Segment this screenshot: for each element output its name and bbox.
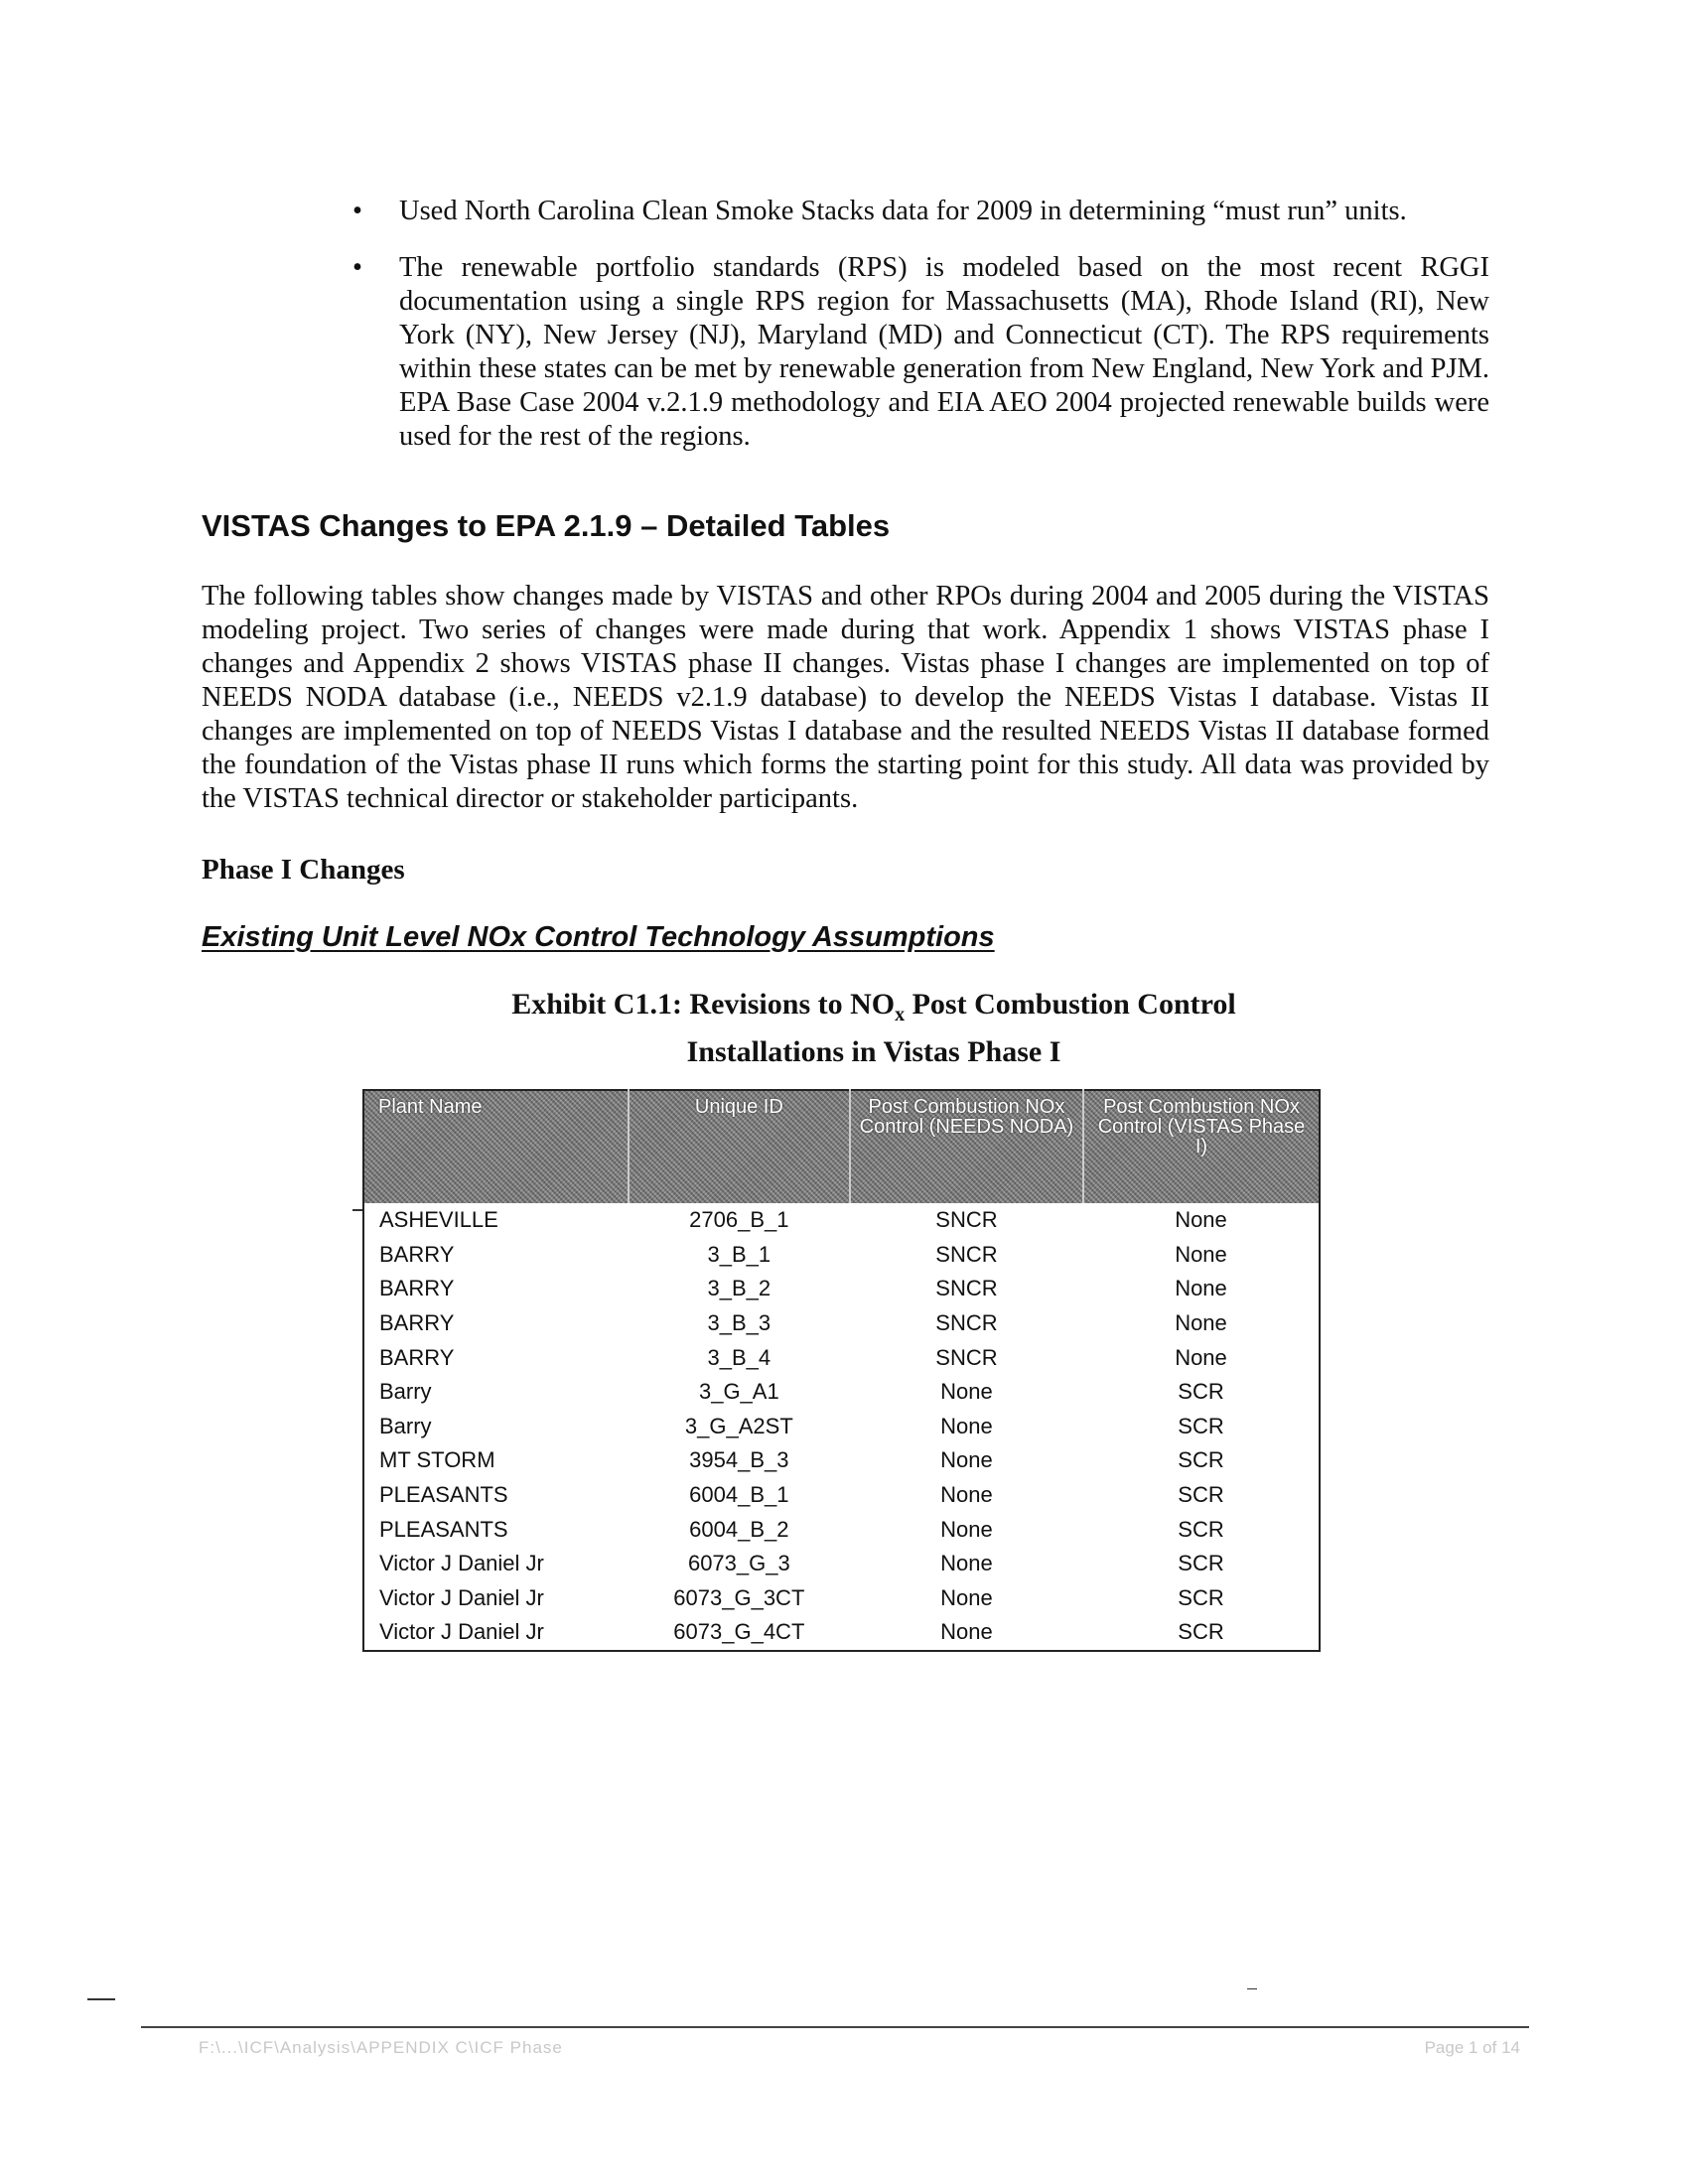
- cell-needs-noda: None: [940, 1379, 993, 1405]
- cell-vistas-phase-i: SCR: [1178, 1447, 1224, 1473]
- cell-unique-id: 3_B_4: [707, 1344, 772, 1370]
- cell-plant-name: Victor J Daniel Jr: [379, 1551, 544, 1576]
- table-row: [363, 1375, 1320, 1410]
- cell-needs-noda: None: [940, 1584, 993, 1610]
- cell-vistas-phase-i: None: [1175, 1241, 1227, 1267]
- cell-vistas-phase-i: SCR: [1178, 1413, 1224, 1438]
- cell-needs-noda: SNCR: [935, 1276, 998, 1301]
- cell-needs-noda: SNCR: [935, 1344, 998, 1370]
- table-row: [363, 1443, 1320, 1478]
- cell-needs-noda: SNCR: [935, 1241, 998, 1267]
- exhibit-title-subscript: x: [895, 1004, 906, 1025]
- exhibit-table: [362, 1089, 1321, 1652]
- cell-plant-name: BARRY: [379, 1344, 455, 1370]
- cell-unique-id: 3_G_A2ST: [684, 1413, 793, 1438]
- intro-paragraph: The following tables show changes made by VISTAS and other RPOs during 2004 and 2005 during the VISTAS modeling project. Two series of changes were made during that work. Appendix 1 shows VISTAS phase I changes and Appendix 2 shows VISTAS phase II changes. Vistas phase I changes are implemented on top of NEEDS NODA database (i.e., NEEDS v2.1.9 database) to develop the NEEDS Vistas I database. Vistas II changes are implemented on top of NEEDS Vistas I database and the resulted NEEDS Vistas II database formed the foundation of the Vistas phase II runs which forms the starting point for this study. All data was provided by the VISTAS technical director or stakeholder participants.: [202, 581, 1489, 814]
- cell-plant-name: Barry: [379, 1413, 432, 1438]
- cell-unique-id: 3954_B_3: [689, 1447, 789, 1473]
- bullet-item: [348, 195, 1489, 228]
- cell-unique-id: 3_B_1: [707, 1241, 772, 1267]
- footer-file-path: F:\...\ICF\Analysis\APPENDIX C\ICF Phase: [199, 2038, 563, 2057]
- cell-vistas-phase-i: SCR: [1178, 1482, 1224, 1508]
- cell-vistas-phase-i: SCR: [1178, 1516, 1224, 1542]
- cell-needs-noda: None: [940, 1551, 993, 1576]
- footer-page-number: Page 1 of 14: [1424, 2038, 1520, 2057]
- cell-plant-name: BARRY: [379, 1310, 455, 1336]
- cell-unique-id: 3_B_3: [707, 1310, 772, 1336]
- cell-needs-noda: None: [940, 1447, 993, 1473]
- header-plant-name: Plant Name: [363, 1090, 629, 1203]
- header-needs-noda: Post Combustion NOx Control (NEEDS NODA): [850, 1090, 1083, 1203]
- scan-mark: [87, 1998, 115, 2000]
- exhibit-title-part2: Post Combustion Control: [905, 988, 1236, 1021]
- phase-heading: Phase I Changes: [202, 854, 405, 886]
- exhibit-title: [377, 986, 1370, 1071]
- cell-plant-name: BARRY: [379, 1276, 455, 1301]
- table-row: [363, 1581, 1320, 1616]
- cell-plant-name: MT STORM: [379, 1447, 495, 1473]
- exhibit-title-part1: Exhibit C1.1: Revisions to NO: [511, 988, 896, 1021]
- table-row: [363, 1340, 1320, 1375]
- cell-vistas-phase-i: None: [1175, 1310, 1227, 1336]
- bullet-item: [348, 251, 1489, 454]
- cell-vistas-phase-i: None: [1175, 1344, 1227, 1370]
- bullet-dot: •: [352, 196, 362, 226]
- table-row: [363, 1203, 1320, 1238]
- cell-vistas-phase-i: SCR: [1178, 1584, 1224, 1610]
- cell-plant-name: BARRY: [379, 1241, 455, 1267]
- bullet-text: The renewable portfolio standards (RPS) is modeled based on the most recent RGGI documentation using a single RPS region for Massachusetts (MA), Rhode Island (RI), New York (NY), New Jersey (NJ), Maryland (MD) and Connecticut (CT). The RPS requirements within these states can be met by renewable generation from New England, New York and PJM. EPA Base Case 2004 v.2.1.9 methodology and EIA AEO 2004 projected renewable builds were used for the rest of the regions.: [399, 252, 1489, 452]
- cell-plant-name: ASHEVILLE: [379, 1207, 498, 1233]
- bullet-dot: •: [352, 252, 362, 283]
- header-unique-id: Unique ID: [629, 1090, 850, 1203]
- table-row: [363, 1547, 1320, 1581]
- cell-unique-id: 6073_G_3CT: [673, 1584, 805, 1610]
- cell-vistas-phase-i: None: [1175, 1276, 1227, 1301]
- cell-unique-id: 6073_G_4CT: [673, 1619, 805, 1645]
- cell-plant-name: PLEASANTS: [379, 1516, 508, 1542]
- cell-unique-id: 3_G_A1: [698, 1379, 779, 1405]
- table-row: [363, 1306, 1320, 1341]
- header-vistas-phase-i: Post Combustion NOx Control (VISTAS Phase I): [1083, 1090, 1320, 1203]
- table-header-row: [363, 1090, 1320, 1203]
- exhibit-title-line1: [377, 986, 1370, 1033]
- table-body: [363, 1203, 1320, 1651]
- cell-needs-noda: None: [940, 1516, 993, 1542]
- cell-unique-id: 3_B_2: [707, 1276, 772, 1301]
- table-row: [363, 1238, 1320, 1273]
- cell-unique-id: 6004_B_1: [689, 1482, 789, 1508]
- cell-plant-name: Victor J Daniel Jr: [379, 1619, 544, 1645]
- cell-plant-name: Barry: [379, 1379, 432, 1405]
- table-row: [363, 1410, 1320, 1444]
- table-row: [363, 1272, 1320, 1306]
- subheading: Existing Unit Level NOx Control Technology Assumptions: [202, 921, 995, 953]
- cell-needs-noda: None: [940, 1619, 993, 1645]
- cell-plant-name: PLEASANTS: [379, 1482, 508, 1508]
- scan-mark: [352, 1209, 362, 1211]
- scan-mark: [1247, 1988, 1257, 1989]
- cell-vistas-phase-i: SCR: [1178, 1379, 1224, 1405]
- cell-needs-noda: SNCR: [935, 1310, 998, 1336]
- table-row: [363, 1615, 1320, 1651]
- cell-vistas-phase-i: SCR: [1178, 1551, 1224, 1576]
- bullet-text: Used North Carolina Clean Smoke Stacks data for 2009 in determining “must run” units.: [399, 196, 1407, 226]
- table-row: [363, 1512, 1320, 1547]
- cell-needs-noda: None: [940, 1482, 993, 1508]
- section-heading: VISTAS Changes to EPA 2.1.9 – Detailed Tables: [202, 508, 891, 543]
- cell-unique-id: 6073_G_3: [687, 1551, 790, 1576]
- cell-vistas-phase-i: SCR: [1178, 1619, 1224, 1645]
- cell-needs-noda: SNCR: [935, 1207, 998, 1233]
- cell-unique-id: 6004_B_2: [689, 1516, 789, 1542]
- cell-plant-name: Victor J Daniel Jr: [379, 1584, 544, 1610]
- bullet-list: [348, 195, 1489, 477]
- cell-unique-id: 2706_B_1: [689, 1207, 789, 1233]
- cell-needs-noda: None: [940, 1413, 993, 1438]
- cell-vistas-phase-i: None: [1175, 1207, 1227, 1233]
- footer-rule: [141, 2026, 1529, 2028]
- exhibit-title-line2: Installations in Vistas Phase I: [686, 1035, 1061, 1068]
- table-row: [363, 1478, 1320, 1513]
